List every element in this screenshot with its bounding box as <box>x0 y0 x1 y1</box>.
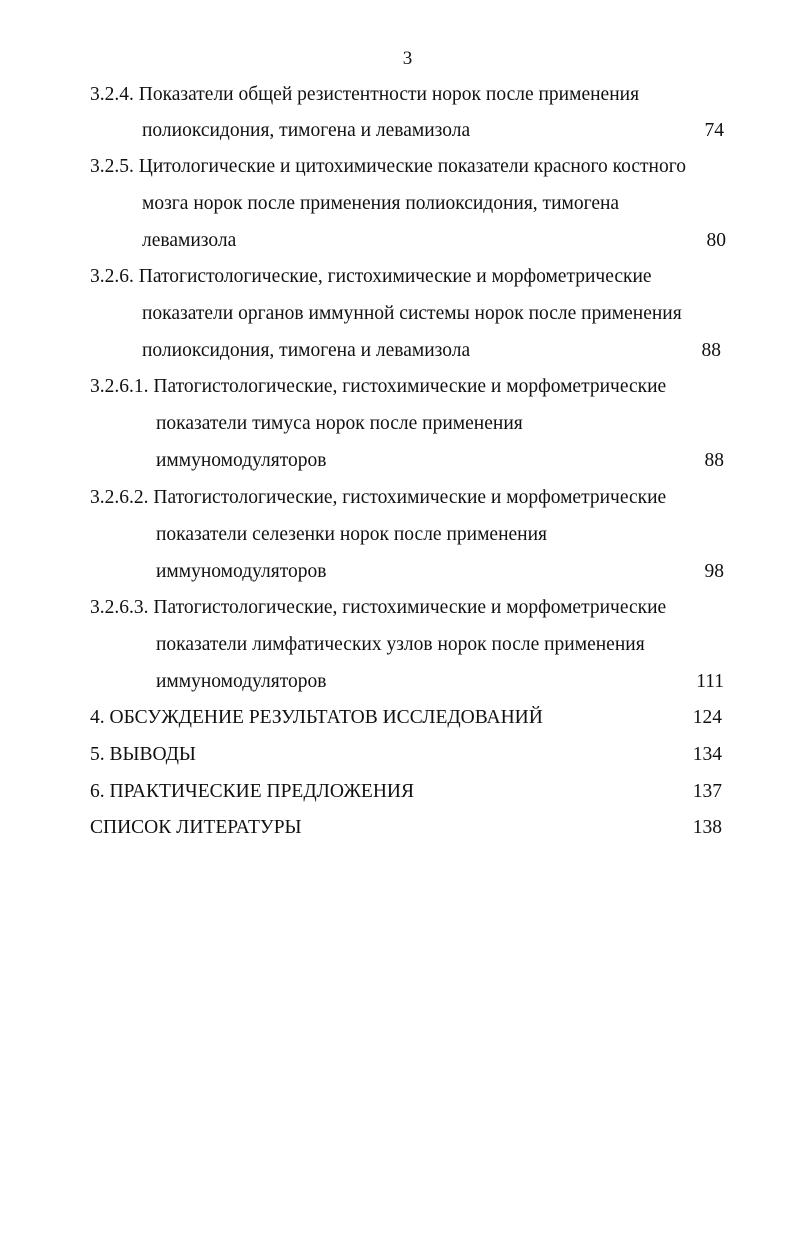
toc-entry-4: 4. ОБСУЖДЕНИЕ РЕЗУЛЬТАТОВ ИССЛЕДОВАНИЙ <box>90 707 543 728</box>
toc-entry-3-2-6-2-line-2: показатели селезенки норок после применения <box>156 524 548 545</box>
toc-entry-3-2-6-1-line-2: показатели тимуса норок после применения <box>156 413 523 434</box>
toc-entry-3-2-6-line-2: показатели органов иммунной системы норок после применения <box>142 303 682 324</box>
toc-entry-3-2-4-page: 74 <box>704 120 724 141</box>
toc-entry-3-2-6-1-line-1: 3.2.6.1. Патогистологические, гистохимические и морфометрические <box>90 376 667 397</box>
toc-entry-3-2-6-line-3: полиоксидония, тимогена и левамизола <box>142 340 471 361</box>
toc-entry-3-2-5-line-1: 3.2.5. Цитологические и цитохимические показатели красного костного <box>90 156 686 177</box>
page-number: 3 <box>402 48 413 69</box>
toc-entry-3-2-5-line-2: мозга норок после применения полиоксидония, тимогена <box>142 193 620 214</box>
toc-entry-3-2-4-line-2: полиоксидония, тимогена и левамизола <box>142 120 471 141</box>
toc-entry-6-page: 137 <box>692 781 722 802</box>
toc-entry-3-2-5-line-3: левамизола <box>142 230 237 251</box>
toc-entry-3-2-4-line-1: 3.2.4. Показатели общей резистентности норок после применения <box>90 84 640 105</box>
toc-entry-3-2-6-1-page: 88 <box>704 450 724 471</box>
toc-entry-6: 6. ПРАКТИЧЕСКИЕ ПРЕДЛОЖЕНИЯ <box>90 781 414 802</box>
toc-entry-3-2-6-3-line-1: 3.2.6.3. Патогистологические, гистохимические и морфометрические <box>90 597 667 618</box>
toc-entry-4-page: 124 <box>692 707 722 728</box>
toc-entry-3-2-6-2-page: 98 <box>704 561 724 582</box>
toc-entry-3-2-5-page: 80 <box>706 230 726 251</box>
toc-entry-5-page: 134 <box>692 744 722 765</box>
toc-entry-3-2-6-1-line-3: иммуномодуляторов <box>156 450 327 471</box>
toc-entry-3-2-6-line-1: 3.2.6. Патогистологические, гистохимические и морфометрические <box>90 266 652 287</box>
toc-entry-3-2-6-2-line-3: иммуномодуляторов <box>156 561 327 582</box>
toc-entry-5: 5. ВЫВОДЫ <box>90 744 196 765</box>
toc-entry-3-2-6-page: 88 <box>701 340 721 361</box>
toc-entry-3-2-6-3-line-2: показатели лимфатических узлов норок после применения <box>156 634 645 655</box>
toc-entry-3-2-6-3-page: 111 <box>696 671 724 692</box>
toc-entry-3-2-6-3-line-3: иммуномодуляторов <box>156 671 327 692</box>
toc-entry-bibliography: СПИСОК ЛИТЕРАТУРЫ <box>90 817 302 838</box>
toc-entry-bibliography-page: 138 <box>692 817 722 838</box>
toc-entry-3-2-6-2-line-1: 3.2.6.2. Патогистологические, гистохимические и морфометрические <box>90 487 667 508</box>
